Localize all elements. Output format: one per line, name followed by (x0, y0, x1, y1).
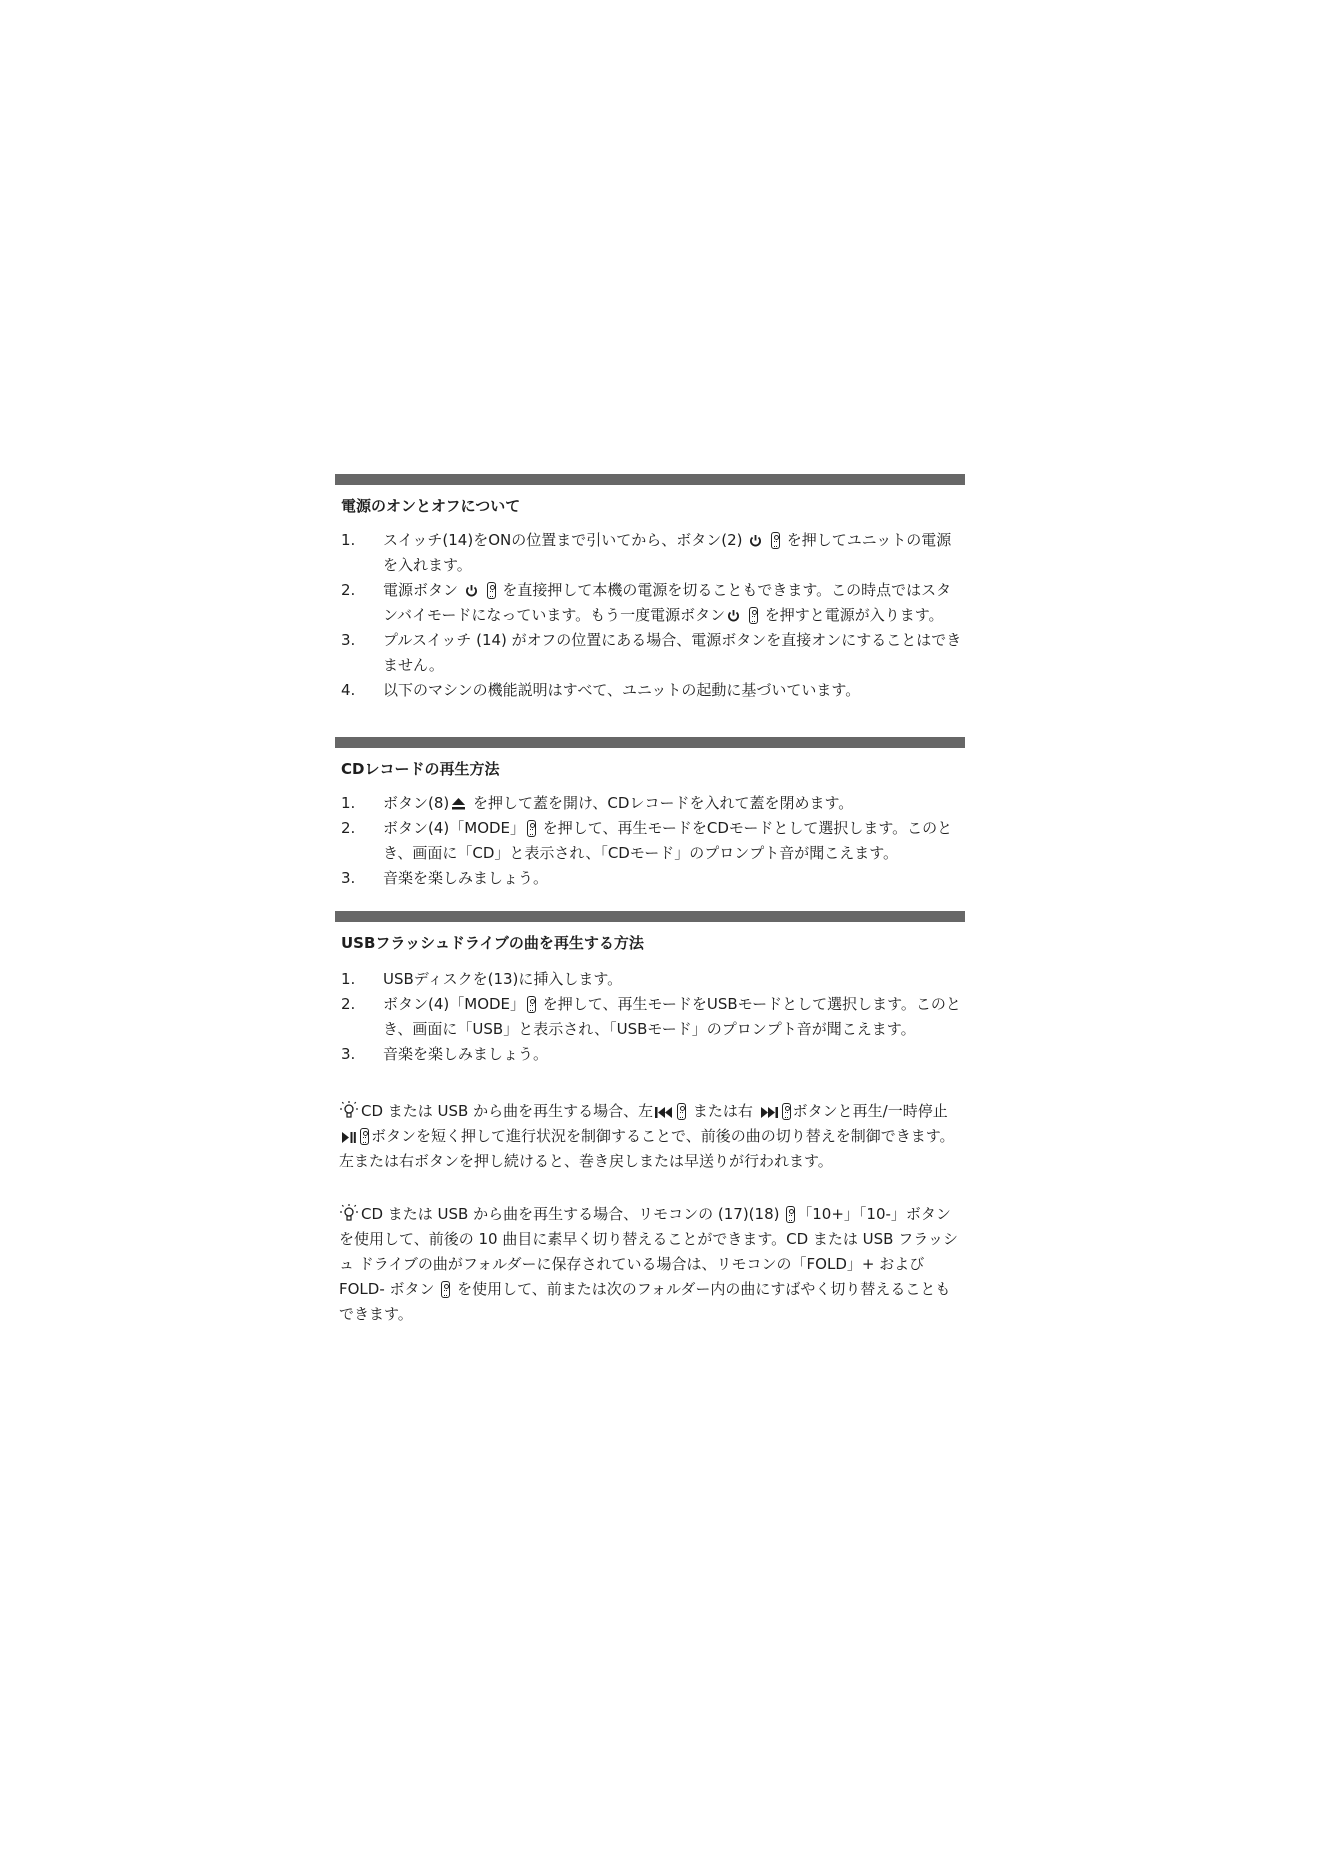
section-power (335, 474, 965, 703)
tip-note (339, 1202, 965, 1327)
text-part: を押して蓋を開け、CDレコードを入れて蓋を閉めます。 (468, 794, 854, 812)
list-item (335, 578, 965, 628)
next-track-icon (760, 1106, 778, 1119)
list-item (335, 992, 965, 1042)
item-number: 3. (341, 631, 356, 649)
lightbulb-icon (339, 1203, 359, 1223)
remote-control-icon (786, 1206, 795, 1223)
text-part: ボタン(8) (383, 794, 450, 812)
item-text: 音楽を楽しみましょう。 (383, 869, 549, 887)
tip-text-part: ボタンを短く押して進行状況を制御することで、前後の曲の切り替えを制御できます。左または右ボタンを押し続けると、巻き戻しまたは早送りが行われます。 (339, 1127, 955, 1170)
remote-control-icon (527, 996, 536, 1013)
list-item (335, 678, 965, 703)
text-part: を押して、再生モードをCDモードとして選択します。このとき、画面に「CD」と表示され、「CDモード」のプロンプト音が聞こえます。 (383, 819, 953, 862)
text-part (742, 606, 747, 624)
list-item (335, 528, 965, 578)
item-number: 1. (341, 531, 356, 549)
item-text: USBディスクを(13)に挿入します。 (383, 970, 623, 988)
item-text (383, 791, 965, 816)
play-pause-icon (341, 1131, 356, 1144)
item-number: 1. (341, 970, 356, 988)
power-icon (727, 609, 740, 623)
item-number: 4. (341, 681, 356, 699)
text-part: ボタン(4)「MODE」 (383, 819, 526, 837)
item-text: 音楽を楽しみましょう。 (383, 1045, 549, 1063)
list-item (335, 628, 965, 678)
list-item (335, 967, 965, 992)
section-divider-bar (335, 737, 965, 748)
remote-control-icon (771, 532, 780, 549)
manual-page (335, 474, 965, 1349)
text-part: を押してユニットの電源を入れます。 (383, 531, 952, 574)
tip-text-part: ボタンと再生/一時停止 (792, 1102, 948, 1120)
text-part: を直接押して本機の電源を切ることもできます。この時点ではスタンバイモードになっています。もう一度電源ボタン (383, 581, 952, 624)
item-number: 3. (341, 1045, 356, 1063)
section-heading: 電源のオンとオフについて (341, 497, 521, 515)
section-divider-bar (335, 474, 965, 485)
item-text: プルスイッチ (14) がオフの位置にある場合、電源ボタンを直接オンにすることはできません。 (383, 631, 962, 674)
item-number: 1. (341, 794, 356, 812)
remote-control-icon (441, 1281, 450, 1298)
item-number: 3. (341, 869, 356, 887)
list-item (335, 816, 965, 866)
text-part: スイッチ(14)をONの位置まで引いてから、ボタン(2) (383, 531, 748, 549)
section-heading: CDレコードの再生方法 (341, 760, 500, 778)
tip-note (339, 1099, 965, 1174)
item-text (383, 816, 965, 866)
section-usb-playback (335, 911, 965, 1067)
instruction-list (335, 967, 965, 1067)
item-text: 以下のマシンの機能説明はすべて、ユニットの起動に基づいています。 (383, 681, 861, 699)
text-part: を押して、再生モードをUSBモードとして選択します。このとき、画面に「USB」と表示され、「USBモード」のプロンプト音が聞こえます。 (383, 995, 961, 1038)
instruction-list (335, 791, 965, 891)
tip-text-part: を使用して、前または次のフォルダー内の曲にすばやく切り替えることもできます。 (339, 1280, 951, 1323)
eject-icon (451, 797, 466, 811)
tip-text-part: または右 (688, 1102, 758, 1120)
list-item (335, 791, 965, 816)
item-number: 2. (341, 581, 356, 599)
tip-text-part: CD または USB から曲を再生する場合、リモコンの (17)(18) (361, 1205, 785, 1223)
remote-control-icon (487, 582, 496, 599)
item-text (383, 528, 965, 578)
remote-control-icon (527, 820, 536, 837)
remote-control-icon (360, 1128, 369, 1145)
power-icon (749, 534, 762, 548)
item-number: 2. (341, 819, 356, 837)
instruction-list (335, 528, 965, 703)
remote-control-icon (677, 1103, 686, 1120)
item-text (383, 992, 965, 1042)
text-part (764, 531, 769, 549)
item-number: 2. (341, 995, 356, 1013)
section-divider-bar (335, 911, 965, 922)
remote-control-icon (782, 1103, 791, 1120)
section-cd-playback (335, 737, 965, 891)
remote-control-icon (749, 607, 758, 624)
tip-text-part: 「10+」「10-」ボタンを使用して、前後の 10 曲目に素早く切り替えることができます。CD または USB フラッシュ ドライブの曲がフォルダーに保存されている場合は、リモコンの「FOLD」+ および FOLD- ボタン (339, 1205, 958, 1298)
tip-text-part: CD または USB から曲を再生する場合、左 (361, 1102, 654, 1120)
section-heading: USBフラッシュドライブの曲を再生する方法 (341, 934, 644, 952)
list-item (335, 866, 965, 891)
power-icon (465, 584, 478, 598)
text-part: を押すと電源が入ります。 (759, 606, 944, 624)
lightbulb-icon (339, 1100, 359, 1120)
text-part (480, 581, 485, 599)
item-text (383, 578, 965, 628)
text-part: ボタン(4)「MODE」 (383, 995, 526, 1013)
previous-track-icon (655, 1106, 673, 1119)
list-item (335, 1042, 965, 1067)
text-part: 電源ボタン (383, 581, 463, 599)
